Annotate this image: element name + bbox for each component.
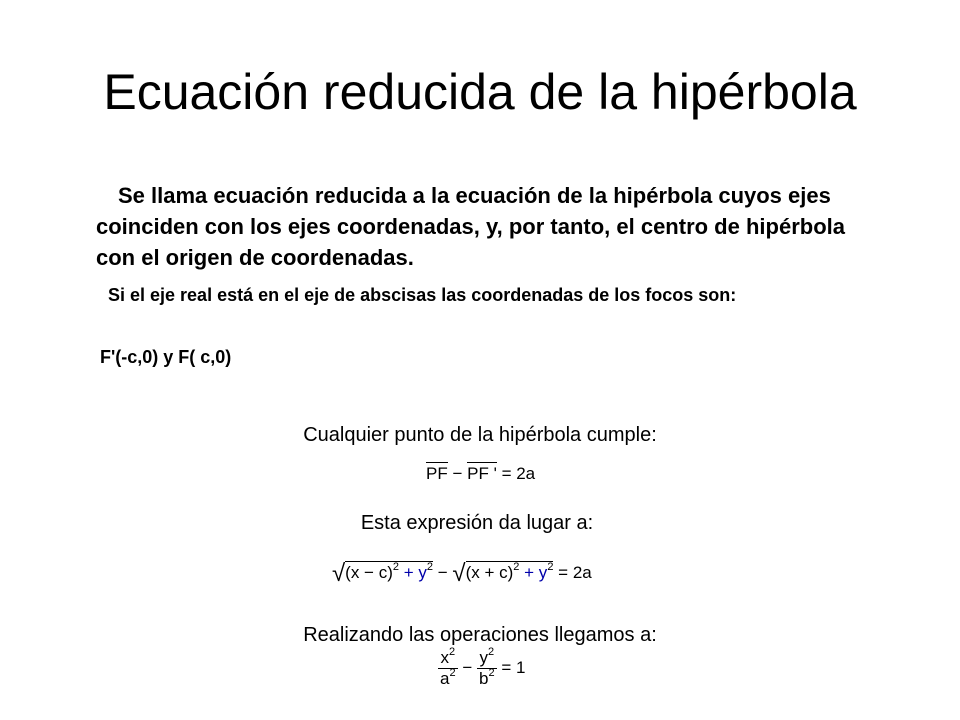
definition-paragraph: Se llama ecuación reducida a la ecuación de la hipérbola cuyos ejes coinciden con los ejes coordenadas, y, por tanto, el centro de hipérbola con el origen de coordenadas.: [96, 183, 845, 270]
condition-line: Cualquier punto de la hipérbola cumple:: [303, 424, 657, 446]
eq2-root1-exp: 2: [392, 561, 399, 573]
eq3-num1-exp: 2: [448, 646, 456, 658]
eq1-minus: −: [452, 464, 463, 483]
eq2-y-exp: 2: [426, 561, 434, 573]
eq3-num2: y: [479, 648, 488, 667]
foci-coordinates: F'(-c,0) y F( c,0): [100, 347, 232, 367]
eq3-fraction-1: [438, 648, 458, 689]
eq3-fraction-2: [477, 648, 497, 689]
eq2-root1: (x − c): [345, 563, 393, 582]
eq3-den1-exp: 2: [449, 667, 456, 679]
expression-line: Esta expresión da lugar a:: [360, 512, 594, 534]
eq2-plus-y: + y: [403, 563, 427, 582]
eq1-term2: PF ': [467, 464, 497, 483]
radical-sign-icon: √: [332, 560, 346, 587]
foci-intro-paragraph: Si el eje real está en el eje de abscisas las coordenadas de los focos son:: [108, 285, 737, 305]
eq3-minus: −: [462, 657, 473, 677]
radical-sign-icon: √: [452, 560, 466, 587]
eq2-minus: −: [437, 563, 448, 582]
eq3-num2-exp: 2: [487, 646, 495, 658]
equation-reduced: [438, 648, 525, 689]
eq1-rhs: = 2a: [501, 464, 536, 483]
eq2-rhs: = 2a: [558, 563, 592, 582]
eq2-sqrt-2: [452, 560, 553, 588]
operations-line: Realizando las operaciones llegamos a:: [303, 624, 657, 646]
eq2-sqrt-1: [332, 560, 433, 588]
equation-radicals: [332, 560, 592, 588]
eq2-plus-y2: + y: [524, 563, 548, 582]
eq3-rhs: = 1: [501, 657, 526, 677]
slide-title: Ecuación reducida de la hipérbola: [103, 64, 857, 120]
eq3-num1: x: [440, 648, 449, 667]
eq3-den2-exp: 2: [488, 667, 495, 679]
eq2-root2-exp: 2: [513, 561, 520, 573]
eq2-root2: (x + c): [465, 563, 514, 582]
eq3-den2: b: [479, 669, 489, 688]
eq1-term1: PF: [426, 464, 448, 483]
eq2-y2-exp: 2: [547, 561, 554, 573]
eq3-den1: a: [440, 669, 450, 688]
equation-distance-difference: [426, 464, 535, 484]
